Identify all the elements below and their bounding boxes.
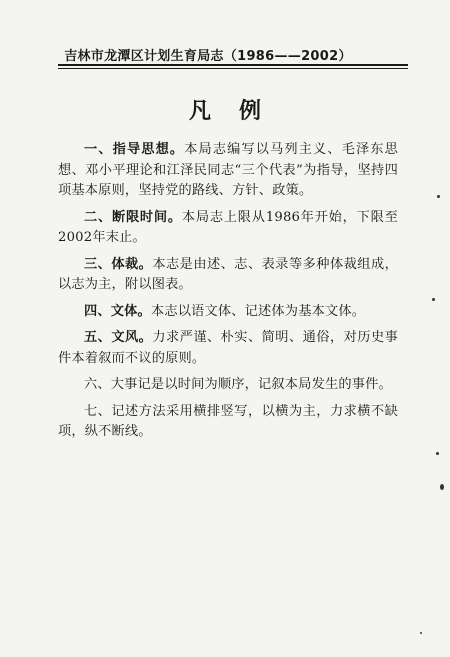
guideline-heading: 一、指导思想。 xyxy=(84,142,185,157)
guidelines-body xyxy=(58,140,398,449)
guideline-paragraph xyxy=(58,375,398,396)
guideline-paragraph xyxy=(58,140,398,202)
page-title: 凡例 xyxy=(188,98,289,124)
guideline-paragraph xyxy=(58,402,398,443)
guideline-paragraph xyxy=(58,328,398,369)
guideline-text: 六、大事记是以时间为顺序，记叙本局发生的事件。 xyxy=(84,377,392,392)
guideline-paragraph xyxy=(58,255,398,296)
guideline-heading: 五、文风。 xyxy=(84,330,153,345)
guideline-heading: 二、断限时间。 xyxy=(84,209,182,225)
guideline-heading: 四、文体。 xyxy=(84,303,151,319)
scan-speck xyxy=(420,632,422,634)
guideline-text: 本局志编写以马列主义、毛泽东思想、邓小平理论和江泽民同志“三个代表”为指导，坚持四项基本原则，坚持党的路线、方针、政策。 xyxy=(58,142,398,198)
guideline-text: 本志以语文体、记述体为基本文体。 xyxy=(150,303,366,319)
guideline-paragraph xyxy=(58,302,398,323)
scan-speck xyxy=(440,484,444,490)
scan-speck xyxy=(432,298,435,301)
scan-speck xyxy=(436,452,439,455)
guideline-heading: 三、体裁。 xyxy=(84,256,153,272)
running-head: 吉林市龙潭区计划生育局志（1986——2002） xyxy=(64,49,352,64)
guideline-text: 七、记述方法采用横排竖写，以横为主，力求横不缺项，纵不断线。 xyxy=(58,403,398,439)
guideline-text: 本局志上限从1986年开始，下限至2002年末止。 xyxy=(58,209,398,245)
guideline-paragraph xyxy=(58,208,398,249)
scan-speck xyxy=(437,195,440,198)
header-rule-thick xyxy=(58,64,408,66)
header-rule-thin xyxy=(58,68,408,69)
guideline-text: 本志是由述、志、表录等多种体裁组成，以志为主，附以图表。 xyxy=(58,256,398,292)
guideline-text: 力求严谨、朴实、简明、通俗，对历史事件本着叙而不议的原则。 xyxy=(58,330,398,366)
